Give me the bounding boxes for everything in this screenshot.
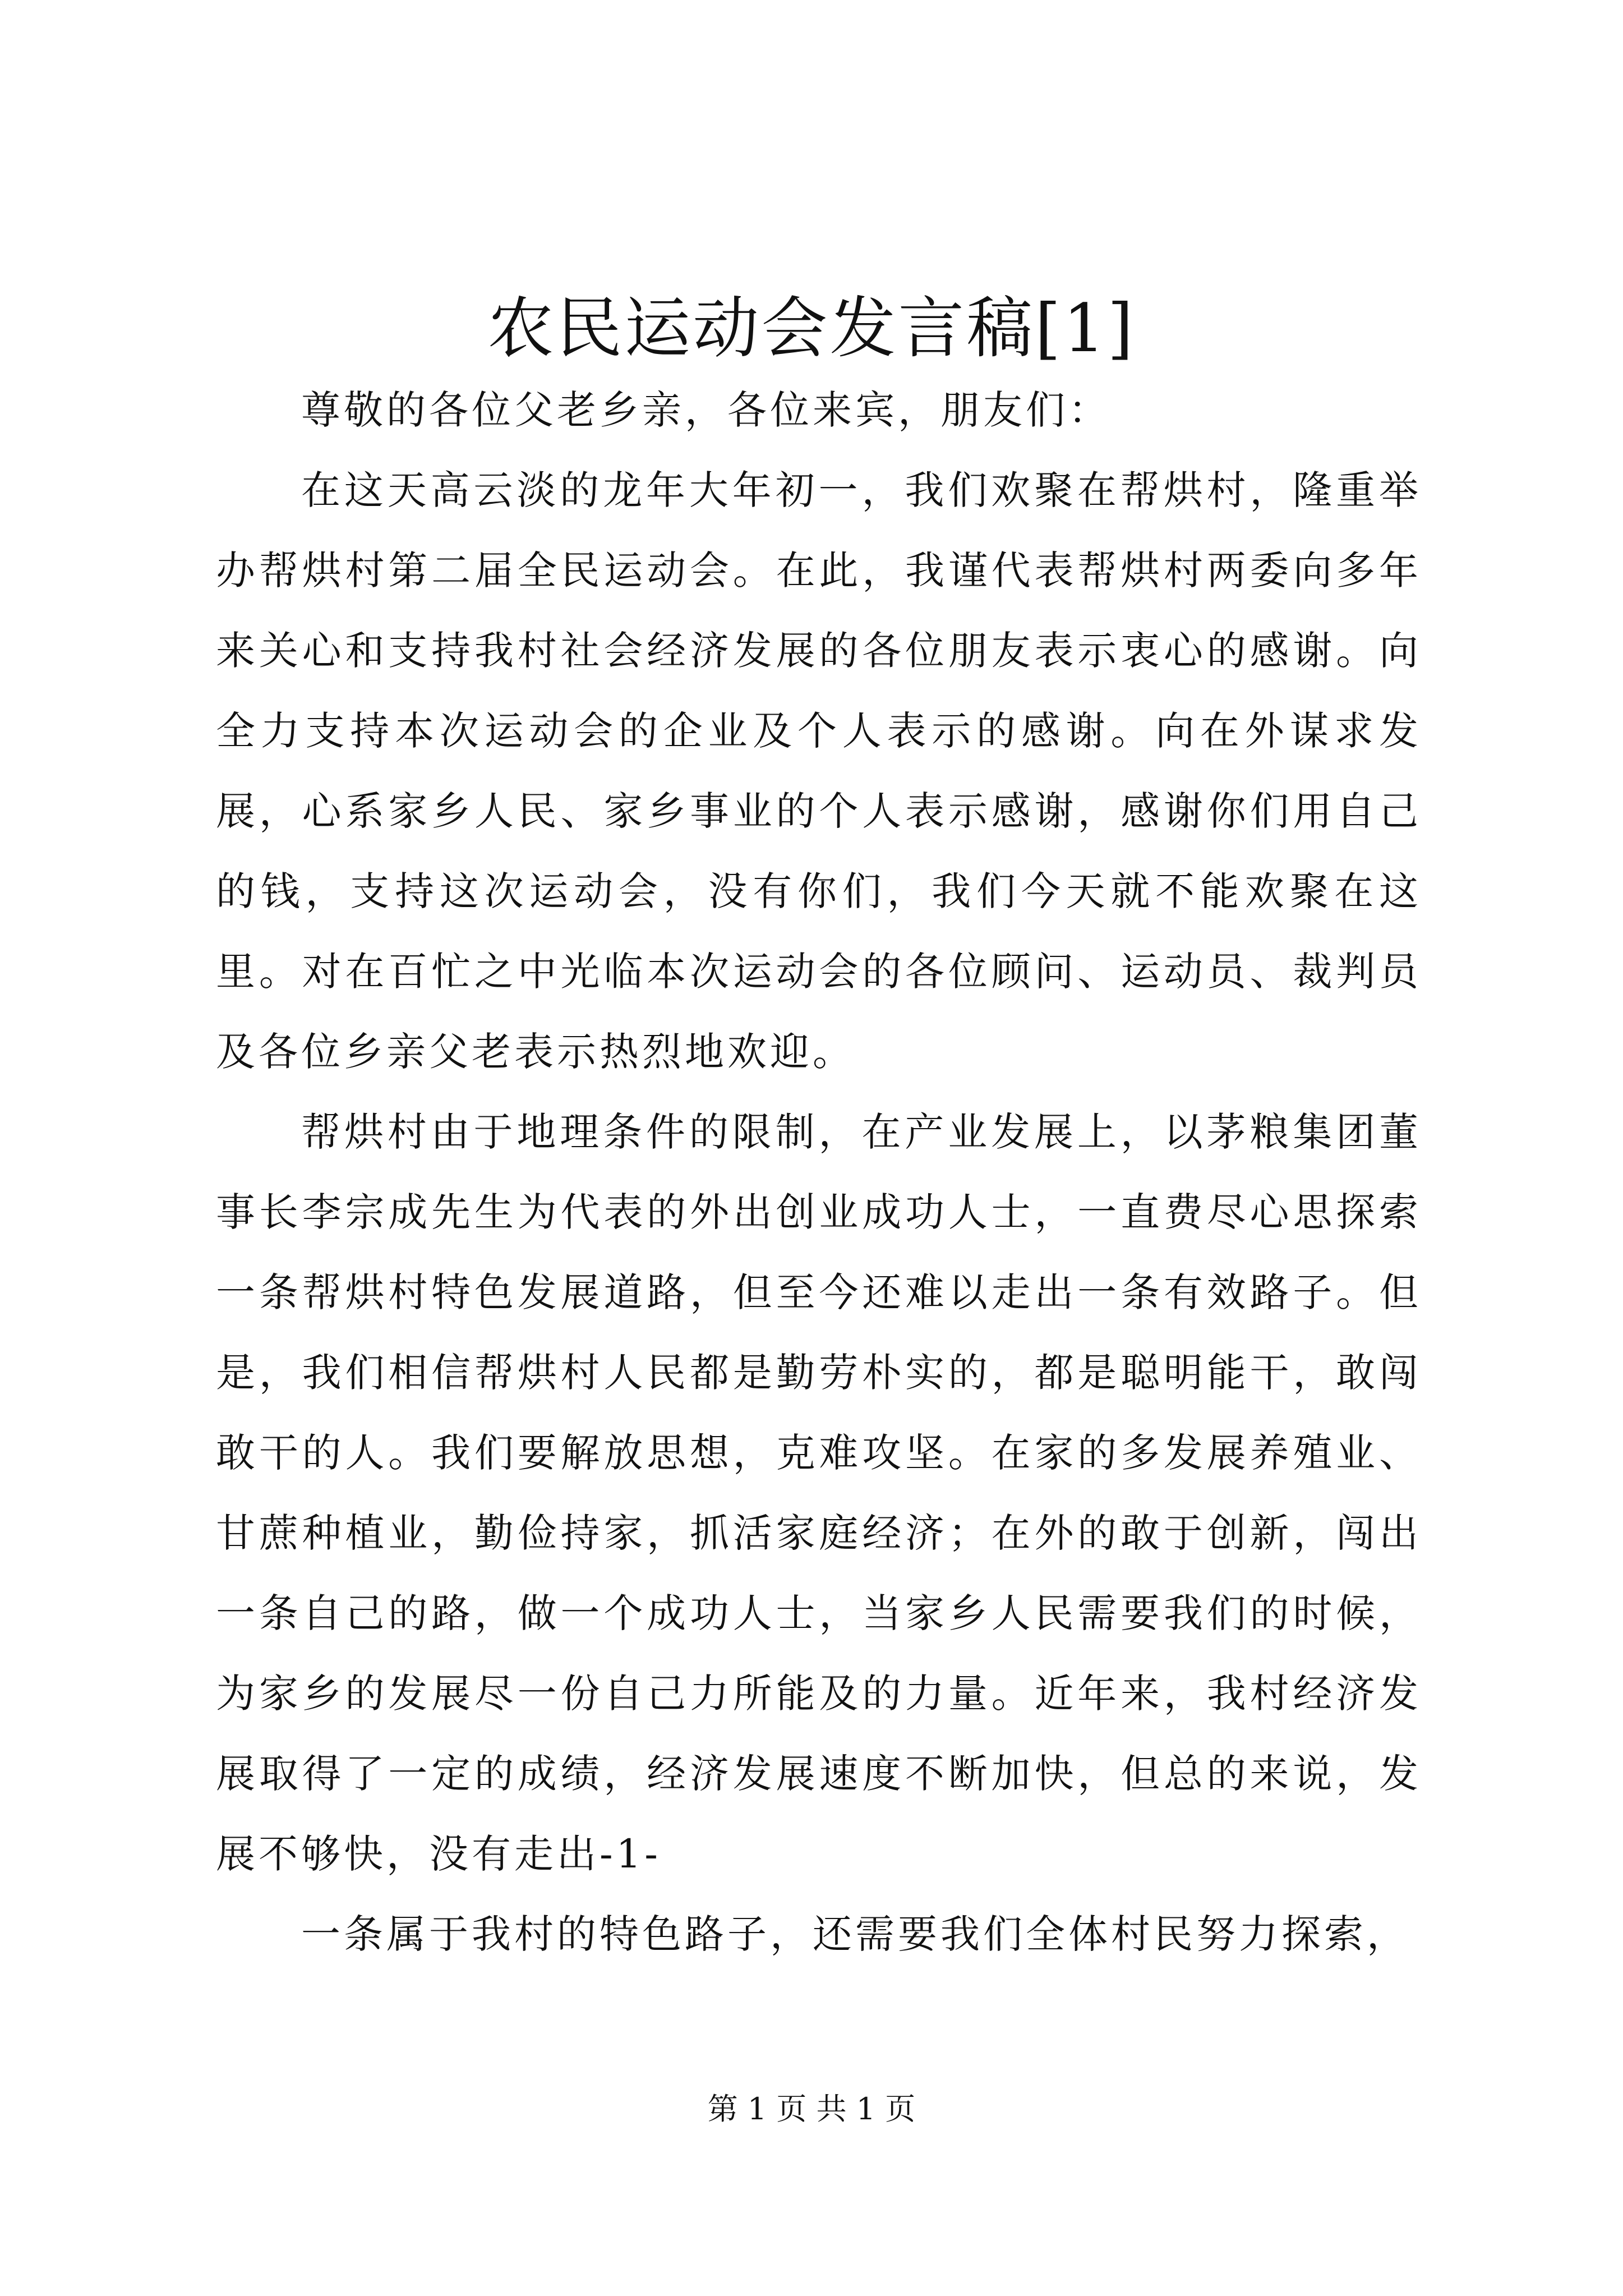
page-footer: 第 1 页 共 1 页: [707, 2091, 916, 2127]
paragraph-village-development: 帮烘村由于地理条件的限制，在产业发展上，以茅粮集团董事长李宗成先生为代表的外出创业成功人士，一直费尽心思探索一条帮烘村特色发展道路，但至今还难以走出一条有效路子。但是，我们相信帮烘村人民都是勤劳朴实的，都是聪明能干，敢闯敢干的人。我们要解放思想，克难攻坚。在家的多发展养殖业、甘蔗种植业，勤俭持家，抓活家庭经济；在外的敢于创新，闯出一条自己的路，做一个成功人士，当家乡人民需要我们的时候，为家乡的发展尽一份自己力所能及的力量。近年来，我村经济发展取得了一定的成绩，经济发展速度不断加快，但总的来说，发展不够快，没有走出-1-: [216, 1109, 1422, 1877]
paragraph-salutation: 尊敬的各位父老乡亲，各位来宾，朋友们：: [301, 387, 1111, 433]
paragraph-continuation: 一条属于我村的特色路子，还需要我们全体村民努力探索，: [301, 1911, 1409, 1957]
paragraph-welcome: 在这天高云淡的龙年大年初一，我们欢聚在帮烘村，隆重举办帮烘村第二届全民运动会。在此，我谨代表帮烘村两委向多年来关心和支持我村社会经济发展的各位朋友表示衷心的感谢。向全力支持本次运动会的企业及个人表示的感谢。向在外谋求发展，心系家乡人民、家乡事业的个人表示感谢，感谢你们用自己的钱，支持这次运动会，没有你们，我们今天就不能欢聚在这里。对在百忙之中光临本次运动会的各位顾问、运动员、裁判员及各位乡亲父老表示热烈地欢迎。: [216, 467, 1422, 1075]
document-title: 农民运动会发言稿[1]: [487, 289, 1136, 367]
document-body: [216, 370, 1422, 1975]
